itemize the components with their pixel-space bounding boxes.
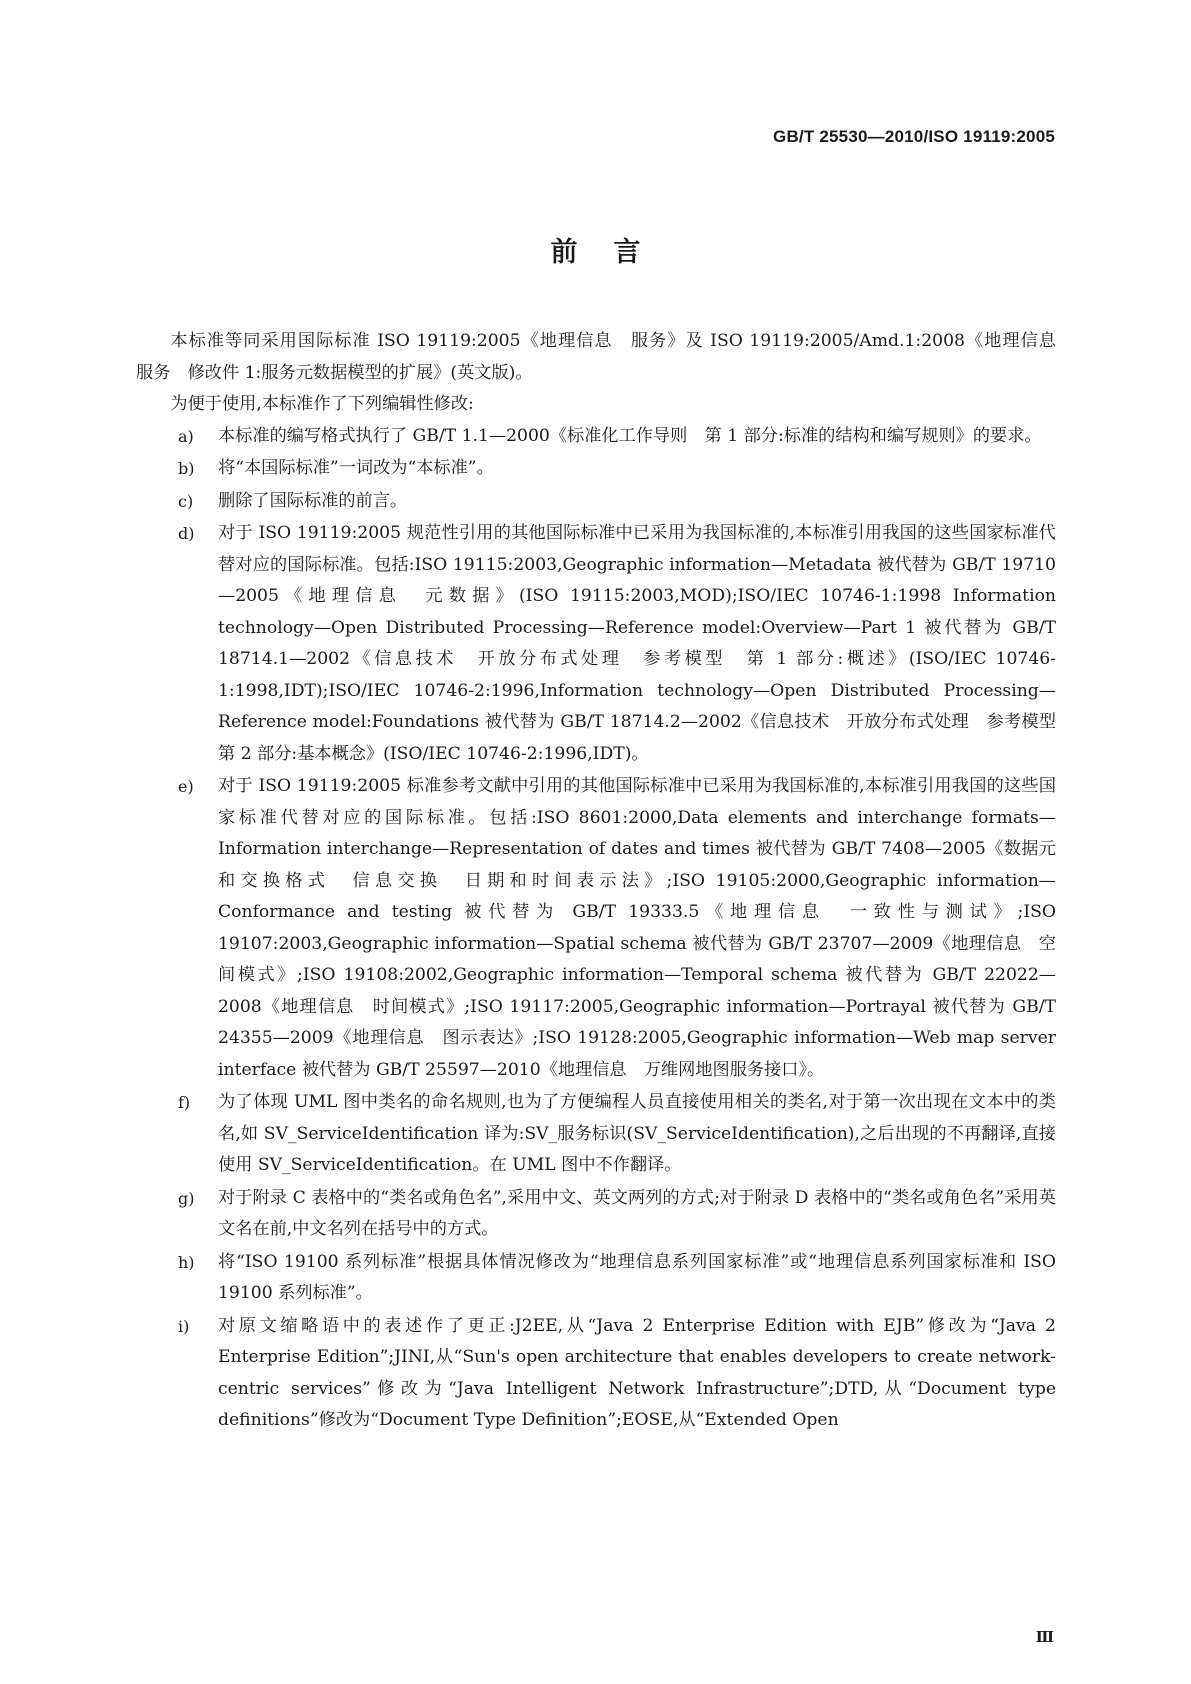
list-item bbox=[136, 1183, 1056, 1246]
item-text: 对原文缩略语中的表述作了更正:J2EE,从“Java 2 Enterprise Edition with EJB”修改为“Java 2 Enterprise Edition”;JINI,从“Sun's open architecture that enables developers to create network-centric services”修改为“Java Intelligent Network Infrastructure”;DTD,从“Document type definitions”修改为“Document Type Definition”;EOSE,从“Extended Open bbox=[218, 1315, 1056, 1430]
item-text: 对于 ISO 19119:2005 标准参考文献中引用的其他国际标准中已采用为我国标准的,本标准引用我国的这些国家标准代替对应的国际标准。包括:ISO 8601:2000,Data elements and interchange formats—Information interchange—Representation of dates and times 被代替为 GB/T 7408—2005《数据元和交换格式 信息交换 日期和时间表示法》;ISO 19105:2000,Geographic information—Conformance and testing 被代替为 GB/T 19333.5《地理信息 一致性与测试》;ISO 19107:2003,Geographic information—Spatial schema 被代替为 GB/T 23707—2009《地理信息 空间模式》;ISO 19108:2002,Geographic information—Temporal schema 被代替为 GB/T 22022—2008《地理信息 时间模式》;ISO 19117:2005,Geographic information—Portrayal 被代替为 GB/T 24355—2009《地理信息 图示表达》;ISO 19128:2005,Geographic information—Web map server interface 被代替为 GB/T 25597—2010《地理信息 万维网地图服务接口》。 bbox=[218, 776, 1056, 1080]
list-item bbox=[136, 486, 1056, 518]
edit-list bbox=[136, 421, 1074, 1437]
list-item bbox=[136, 771, 1056, 1086]
item-label: g) bbox=[178, 1188, 195, 1208]
list-item bbox=[136, 421, 1056, 453]
page-title: 前言 bbox=[550, 237, 677, 268]
page-number: Ⅲ bbox=[1035, 1628, 1053, 1646]
item-text: 对于 ISO 19119:2005 规范性引用的其他国际标准中已采用为我国标准的,本标准引用我国的这些国家标准代替对应的国际标准。包括:ISO 19115:2003,Geographic information—Metadata 被代替为 GB/T 19710—2005《地理信息 元数据》(ISO 19115:2003,MOD);ISO/IEC 10746-1:1998 Information technology—Open Distributed Processing—Reference model:Overview—Part 1 被代替为 GB/T 18714.1—2002《信息技术 开放分布式处理 参考模型 第 1 部分:概述》(ISO/IEC 10746-1:1998,IDT);ISO/IEC 10746-2:1996,Information technology—Open Distributed Processing—Reference model:Foundations 被代替为 GB/T 18714.2—2002《信息技术 开放分布式处理 参考模型 第 2 部分:基本概念》(ISO/IEC 10746-2:1996,IDT)。 bbox=[218, 523, 1074, 764]
list-item bbox=[136, 453, 1056, 485]
list-item bbox=[136, 1087, 1056, 1182]
item-text: 将“本国际标准”一词改为“本标准”。 bbox=[218, 458, 494, 478]
item-label: i) bbox=[178, 1316, 190, 1336]
item-text: 对于附录 C 表格中的“类名或角色名”,采用中文、英文两列的方式;对于附录 D 表格中的“类名或角色名”采用英文名在前,中文名列在括号中的方式。 bbox=[218, 1187, 1056, 1239]
intro-paragraph: 为便于使用,本标准作了下列编辑性修改: bbox=[170, 394, 474, 414]
item-text: 将“ISO 19100 系列标准”根据具体情况修改为“地理信息系列国家标准”或“地理信息系列国家标准和 ISO 19100 系列标准”。 bbox=[218, 1251, 1056, 1303]
standard-code: GB/T 25530—2010/ISO 19119:2005 bbox=[773, 127, 1055, 146]
item-label: d) bbox=[178, 524, 195, 543]
item-label: h) bbox=[178, 1252, 195, 1272]
item-text: 删除了国际标准的前言。 bbox=[218, 490, 408, 511]
item-label: a) bbox=[178, 426, 194, 446]
item-label: e) bbox=[178, 777, 194, 796]
item-text: 本标准的编写格式执行了 GB/T 1.1—2000《标准化工作导则 第 1 部分:标准的结构和编写规则》的要求。 bbox=[218, 425, 1042, 446]
item-label: b) bbox=[178, 459, 195, 478]
list-item bbox=[136, 1311, 1056, 1437]
item-label: c) bbox=[178, 491, 194, 511]
item-text: 为了体现 UML 图中类名的命名规则,也为了方便编程人员直接使用相关的类名,对于第一次出现在文本中的类名,如 SV_ServiceIdentification 译为:SV_服务标识(SV_ServiceIdentification),之后出现的不再翻译,直接使用 SV_ServiceIdentification。在 UML 图中不作翻译。 bbox=[218, 1092, 1056, 1175]
list-item bbox=[136, 1247, 1056, 1310]
document-body bbox=[136, 326, 1074, 1438]
intro-paragraph: 本标准等同采用国际标准 ISO 19119:2005《地理信息 服务》及 ISO 19119:2005/Amd.1:2008《地理信息 服务 修改件 1:服务元数据模型的扩展》(英文版)。 bbox=[136, 331, 1074, 383]
list-item bbox=[136, 518, 1074, 770]
item-label: f) bbox=[178, 1093, 191, 1112]
